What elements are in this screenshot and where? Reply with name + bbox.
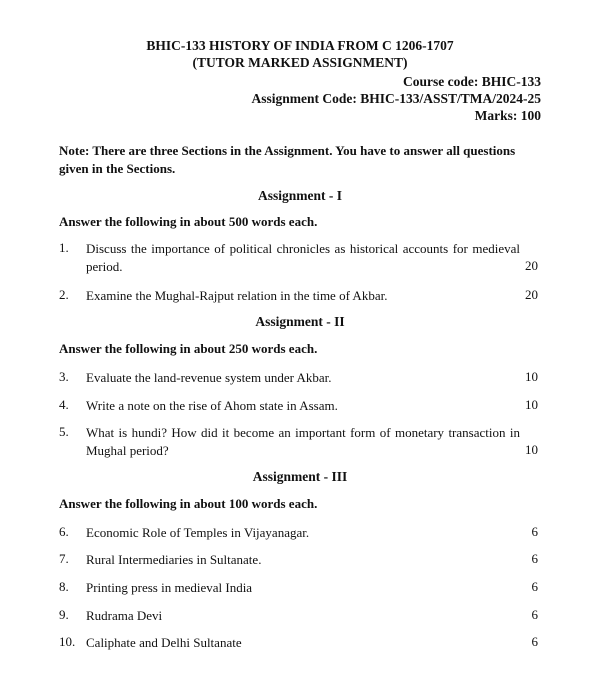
question-marks: 10 [525,442,538,457]
question-number: 2. [59,287,69,302]
assignment-note: Note: There are three Sections in the Assignment. You have to answer all questions given in the Sections. [59,143,516,176]
question-marks: 6 [531,607,538,622]
document-subtitle: (TUTOR MARKED ASSIGNMENT) [192,55,408,70]
course-code: Course code: BHIC-133 [403,74,541,89]
question-text: Evaluate the land-revenue system under Akbar. [86,370,332,385]
document-title: BHIC-133 HISTORY OF INDIA FROM C 1206-1707 [146,38,454,53]
question-text: Discuss the importance of political chronicles as historical accounts for medieval period. [86,241,520,274]
section-title: Assignment - II [255,314,345,329]
question-text: Write a note on the rise of Ahom state in Assam. [86,398,338,413]
question-text: Economic Role of Temples in Vijayanagar. [86,525,310,540]
assignment-code: Assignment Code: BHIC-133/ASST/TMA/2024-25 [251,91,541,106]
total-marks: Marks: 100 [474,108,541,123]
question-number: 7. [59,551,69,566]
question-number: 6. [59,524,69,539]
question-text: Rudrama Devi [86,608,163,623]
section-title: Assignment - I [257,188,342,203]
question-marks: 10 [525,369,538,384]
question-number: 1. [59,240,69,255]
section-title: Assignment - III [252,469,348,484]
question-number: 8. [59,579,69,594]
question-marks: 6 [531,524,538,539]
question-number: 4. [59,397,69,412]
question-number: 3. [59,369,69,384]
question-number: 5. [59,424,69,439]
question-marks: 6 [531,634,538,649]
question-text: Examine the Mughal-Rajput relation in the time of Akbar. [86,288,388,303]
section-instruction: Answer the following in about 500 words each. [59,214,318,229]
question-marks: 6 [531,551,538,566]
section-instruction: Answer the following in about 250 words each. [59,341,318,356]
question-marks: 6 [531,579,538,594]
question-number: 10. [59,634,76,649]
question-text: What is hundi? How did it become an important form of monetary transaction in Mughal period? [86,425,520,458]
question-text: Caliphate and Delhi Sultanate [86,635,242,650]
question-text: Printing press in medieval India [86,580,253,595]
section-instruction: Answer the following in about 100 words each. [59,496,318,511]
question-number: 9. [59,607,69,622]
question-marks: 20 [525,258,538,273]
question-marks: 10 [525,397,538,412]
question-text: Rural Intermediaries in Sultanate. [86,552,262,567]
question-marks: 20 [525,287,538,302]
